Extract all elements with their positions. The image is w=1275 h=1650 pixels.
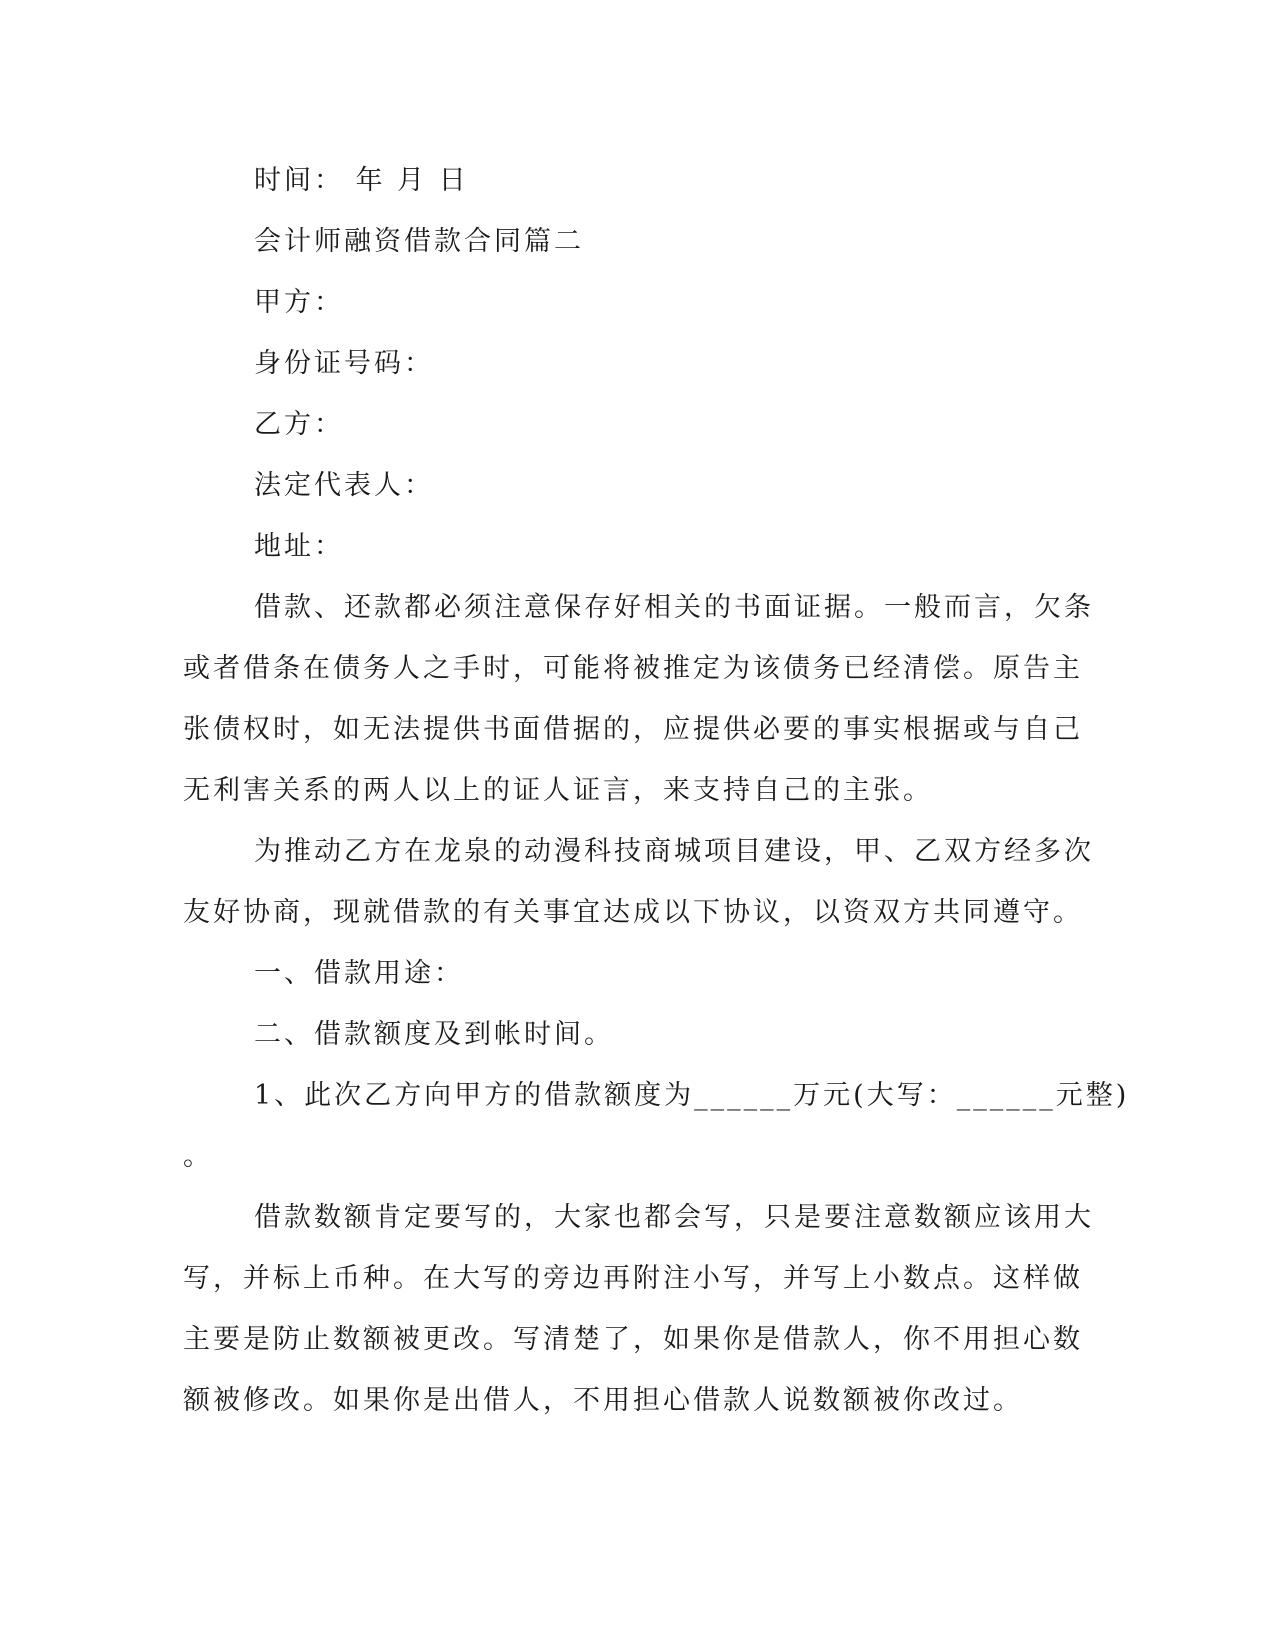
paragraph-amount-note-line-1: 借款数额肯定要写的，大家也都会写，只是要注意数额应该用大 xyxy=(254,1202,1094,1233)
paragraph-evidence-line-1: 借款、还款都必须注意保存好相关的书面证据。一般而言，欠条 xyxy=(254,592,1094,623)
document-title: 会计师融资借款合同篇二 xyxy=(254,226,584,257)
paragraph-purpose-line-2: 友好协商，现就借款的有关事宜达成以下协议，以资双方共同遵守。 xyxy=(183,897,1083,928)
document-page xyxy=(183,150,1130,1431)
section-heading-loan-amount: 二、借款额度及到帐时间。 xyxy=(254,1019,614,1050)
paragraph-evidence-line-3: 张债权时，如无法提供书面借据的，应提供必要的事实根据或与自己 xyxy=(183,714,1083,745)
address-label: 地址： xyxy=(254,531,344,562)
party-a-label: 甲方： xyxy=(254,287,344,318)
paragraph-amount-note-line-2: 写，并标上币种。在大写的旁边再附注小写，并写上小数点。这样做 xyxy=(183,1263,1083,1294)
paragraph-evidence-line-2: 或者借条在债务人之手时，可能将被推定为该债务已经清偿。原告主 xyxy=(183,653,1083,684)
date-line: 时间： 年 月 日 xyxy=(254,165,469,196)
id-number-label: 身份证号码： xyxy=(254,348,434,379)
legal-representative-label: 法定代表人： xyxy=(254,470,434,501)
paragraph-purpose-line-1: 为推动乙方在龙泉的动漫科技商城项目建设，甲、乙双方经多次 xyxy=(254,836,1094,867)
clause-loan-amount-line-2: 。 xyxy=(183,1141,213,1172)
section-heading-loan-use: 一、借款用途： xyxy=(254,958,464,989)
paragraph-amount-note-line-3: 主要是防止数额被更改。写清楚了，如果你是借款人，你不用担心数 xyxy=(183,1324,1083,1355)
party-b-label: 乙方： xyxy=(254,409,344,440)
paragraph-amount-note-line-4: 额被修改。如果你是出借人，不用担心借款人说数额被你改过。 xyxy=(183,1385,1023,1416)
paragraph-evidence-line-4: 无利害关系的两人以上的证人证言，来支持自己的主张。 xyxy=(183,775,933,806)
clause-loan-amount-line-1: 1、此次乙方向甲方的借款额度为______万元(大写：______元整) xyxy=(254,1080,1130,1111)
